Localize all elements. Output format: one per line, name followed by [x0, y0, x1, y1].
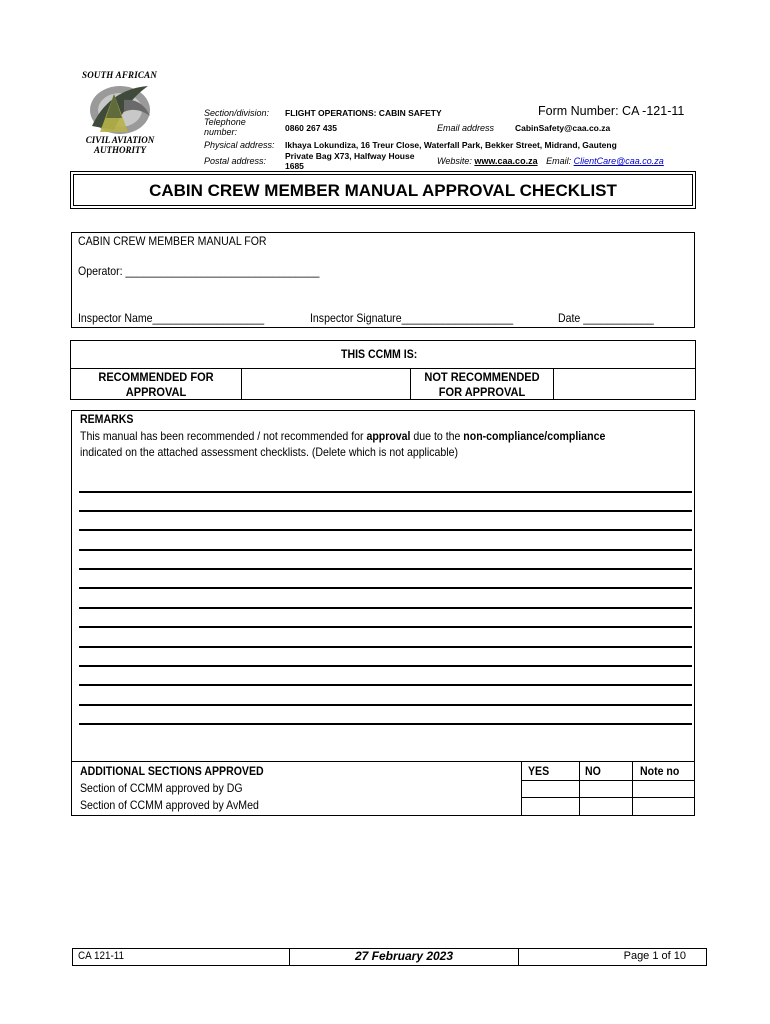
section-value: FLIGHT OPERATIONS: CABIN SAFETY [285, 108, 442, 118]
remarks-text-compliance: non-compliance/compliance [463, 429, 606, 443]
remarks-text-approval: approval [366, 429, 411, 443]
remarks-line[interactable] [79, 646, 692, 648]
logo-bottom-text: CIVIL AVIATION AUTHORITY [85, 135, 155, 155]
footer [72, 948, 707, 966]
title-box [70, 171, 696, 209]
recommended-label: RECOMMENDED FOR APPROVAL [98, 370, 214, 399]
inspector-signature-field[interactable]: Inspector Signature___________________ [310, 311, 514, 325]
clientcare-email-link[interactable]: ClientCare@caa.co.za [573, 156, 664, 166]
col-yes-header: YES [528, 764, 550, 778]
footer-date: 27 February 2023 [354, 949, 454, 963]
remarks-line[interactable] [79, 665, 692, 667]
remarks-line[interactable] [79, 549, 692, 551]
caa-logo-icon [84, 80, 156, 138]
not-recommended-label: NOT RECOMMENDED FOR APPROVAL [424, 370, 540, 399]
physical-address-label: Physical address: [204, 140, 275, 150]
email-label: Email address [437, 123, 495, 133]
physical-address-value: Ikhaya Lokundiza, 16 Treur Close, Waterfall Park, Bekker Street, Midrand, Gauteng [285, 140, 617, 150]
col-no-header: NO [585, 764, 601, 778]
not-recommended-label-cell [411, 368, 554, 399]
additional-sections-table [72, 761, 694, 816]
date-field[interactable]: Date ____________ [558, 311, 654, 325]
additional-heading: ADDITIONAL SECTIONS APPROVED [80, 764, 264, 778]
form-number: Form Number: CA -121-11 [538, 104, 685, 118]
website-label: Website: [437, 156, 472, 166]
postal-address-label: Postal address: [204, 156, 267, 166]
remarks-line[interactable] [79, 723, 692, 725]
remarks-text-b: due to the [410, 429, 464, 443]
remarks-line[interactable] [79, 587, 692, 589]
footer-form-code: CA 121-11 [78, 950, 125, 962]
telephone-value: 0860 267 435 [285, 123, 337, 133]
remarks-line[interactable] [79, 626, 692, 628]
remarks-text-line2: indicated on the attached assessment checklists. (Delete which is not applicable) [80, 445, 459, 459]
website-line [437, 156, 664, 166]
manual-heading: CABIN CREW MEMBER MANUAL FOR [78, 234, 267, 248]
postal-address-value: Private Bag X73, Halfway House 1685 [285, 151, 415, 171]
section-label: Section/division: [204, 108, 270, 118]
ccmm-table [70, 340, 696, 400]
recommended-label-cell [71, 368, 242, 399]
operator-field[interactable]: Operator: _________________________________ [78, 264, 320, 278]
recommended-checkbox-cell[interactable] [242, 368, 411, 399]
manual-details-box [71, 232, 695, 328]
remarks-text-a: This manual has been recommended / not recommended for [80, 429, 367, 443]
additional-row-dg: Section of CCMM approved by DG [80, 781, 243, 795]
remarks-line[interactable] [79, 568, 692, 570]
remarks-line[interactable] [79, 704, 692, 706]
ccmm-heading: THIS CCMM IS: [341, 347, 418, 361]
remarks-line[interactable] [79, 491, 692, 493]
col-note-header: Note no [640, 764, 680, 778]
footer-page-number: Page 1 of 10 [623, 950, 686, 962]
remarks-line[interactable] [79, 607, 692, 609]
logo-top-text: SOUTH AFRICAN [82, 70, 158, 80]
not-recommended-checkbox-cell[interactable] [554, 368, 695, 399]
remarks-line[interactable] [79, 529, 692, 531]
inspector-name-field[interactable]: Inspector Name___________________ [78, 311, 265, 325]
remarks-box [71, 410, 695, 816]
remarks-line[interactable] [79, 684, 692, 686]
additional-row-avmed: Section of CCMM approved by AvMed [80, 798, 259, 812]
remarks-text-line1 [80, 429, 605, 443]
remarks-heading: REMARKS [80, 412, 134, 426]
telephone-label: Telephone number: [204, 117, 246, 137]
email-value[interactable]: CabinSafety@caa.co.za [515, 123, 611, 133]
email2-label: Email: [546, 156, 572, 166]
website-link[interactable]: www.caa.co.za [474, 156, 538, 166]
remarks-line[interactable] [79, 510, 692, 512]
page-title: CABIN CREW MEMBER MANUAL APPROVAL CHECKLIST [149, 181, 617, 200]
